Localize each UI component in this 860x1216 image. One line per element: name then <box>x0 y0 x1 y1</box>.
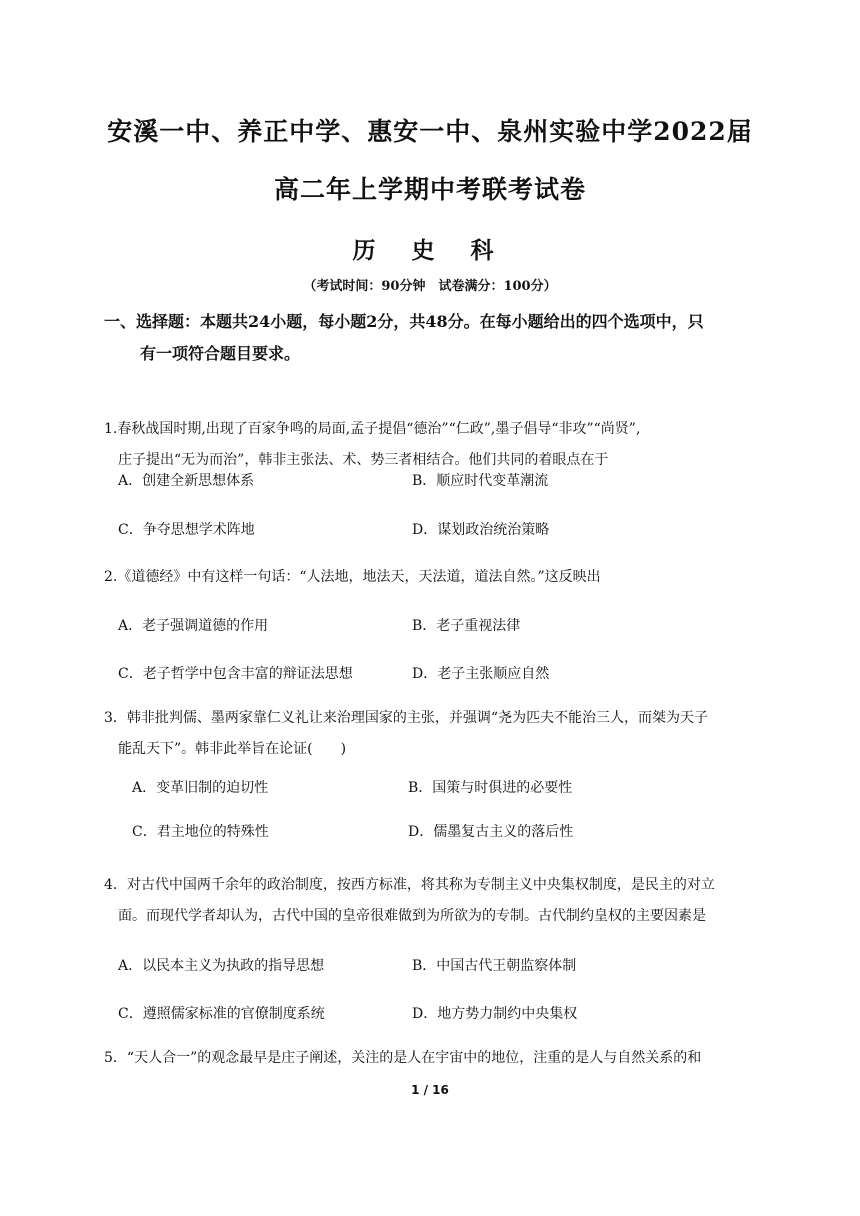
question-5-stem <box>104 1043 764 1074</box>
section-line1: 一、选择题：本题共24小题，每小题2分，共48分。在每小题给出的四个选项中，只 <box>104 312 704 331</box>
section-line2: 有一项符合题目要求。 <box>140 344 301 363</box>
question-1-option-c: C．争夺思想学术阵地 <box>118 522 255 538</box>
exam-title-line2: 高二年上学期中考联考试卷 <box>273 175 586 204</box>
question-4-stem <box>104 870 764 932</box>
page-number: 1 / 16 <box>411 1083 449 1097</box>
question-4-option-c: C．遵照儒家标准的官僚制度系统 <box>118 1006 325 1022</box>
question-4-line1: 4．对古代中国两千余年的政治制度，按西方标准，将其称为专制主义中央集权制度，是民主的对立 <box>104 877 715 893</box>
question-2-stem <box>104 562 764 593</box>
question-4-option-a: A．以民本主义为执政的指导思想 <box>118 958 325 974</box>
question-3-line1: 3．韩非批判儒、墨两家靠仁义礼让来治理国家的主张，并强调“尧为匹夫不能治三人，而桀为天子 <box>104 710 709 726</box>
question-2-line1: 2.《道德经》中有这样一句话：“人法地，地法天，天法道，道法自然。”这反映出 <box>104 569 601 585</box>
question-4-option-b: B．中国古代王朝监察体制 <box>412 958 577 974</box>
question-2-option-a: A．老子强调道德的作用 <box>118 618 269 634</box>
subject-heading: 历 史 科 <box>352 237 508 264</box>
question-4-line2: 面。而现代学者却认为，古代中国的皇帝很难做到为所欲为的专制。古代制约皇权的主要因素是 <box>118 908 706 924</box>
question-5-line1: 5．“天人合一”的观念最早是庄子阐述，关注的是人在宇宙中的地位，注重的是人与自然关系的和 <box>104 1050 702 1066</box>
question-1-stem <box>104 414 764 476</box>
section-instructions <box>104 306 764 370</box>
question-4-option-d: D．地方势力制约中央集权 <box>412 1006 578 1022</box>
question-1-option-b: B．顺应时代变革潮流 <box>412 473 549 489</box>
exam-info: （考试时间：90分钟 试卷满分：100分） <box>303 279 557 294</box>
question-3-option-c: C．君主地位的特殊性 <box>132 824 269 840</box>
question-1-line1: 1.春秋战国时期,出现了百家争鸣的局面,孟子提倡“德治”“仁政”,墨子倡导“非攻”“尚贤”, <box>104 421 641 437</box>
exam-title-line1: 安溪一中、养正中学、惠安一中、泉州实验中学2022届 <box>107 117 753 146</box>
question-3-line2: 能乱天下”。韩非此举旨在论证( ) <box>118 741 347 757</box>
question-3-stem <box>104 703 764 765</box>
question-1-option-a: A．创建全新思想体系 <box>118 473 255 489</box>
question-1-option-d: D．谋划政治统治策略 <box>412 522 550 538</box>
question-3-option-d: D．儒墨复古主义的落后性 <box>408 824 574 840</box>
question-3-option-b: B．国策与时俱进的必要性 <box>408 780 573 796</box>
question-3-option-a: A．变革旧制的迫切性 <box>132 780 269 796</box>
question-2-option-b: B．老子重视法律 <box>412 618 521 634</box>
question-2-option-c: C．老子哲学中包含丰富的辩证法思想 <box>118 666 353 682</box>
question-1-line2: 庄子提出“无为而治”，韩非主张法、术、势三者相结合。他们共同的着眼点在于 <box>118 452 609 468</box>
question-2-option-d: D．老子主张顺应自然 <box>412 666 550 682</box>
